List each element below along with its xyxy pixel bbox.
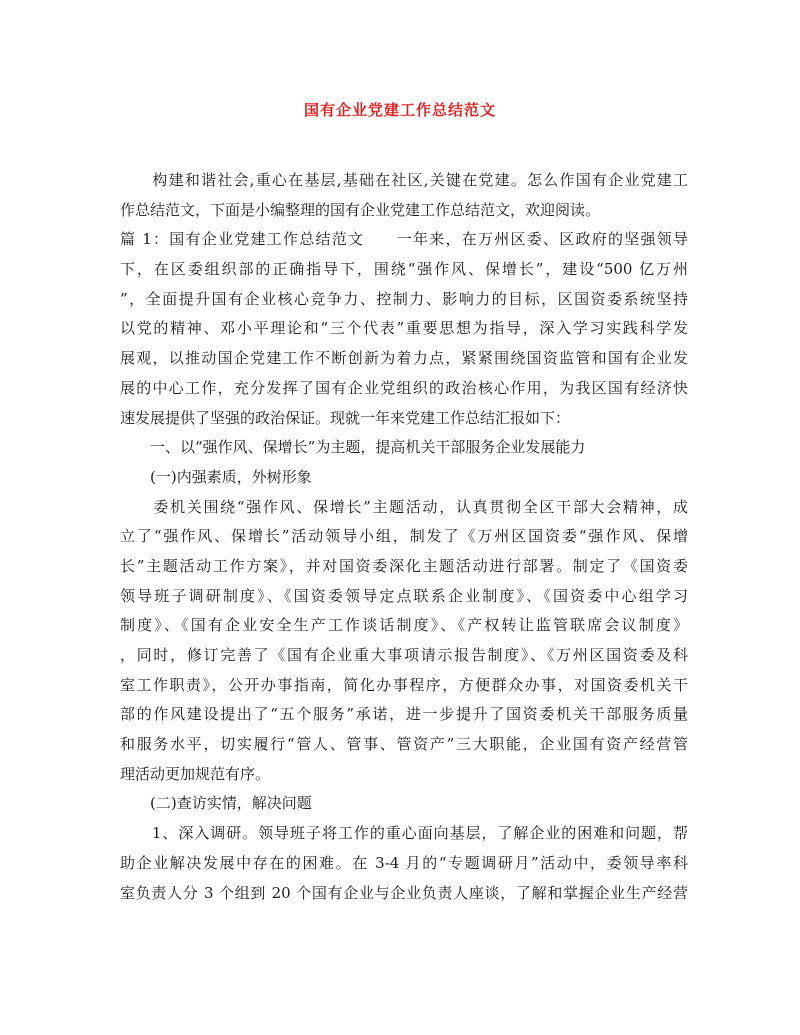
body-line: 理活动更加规范有序。 xyxy=(120,764,271,783)
body-line: 1、深入调研。领导班子将工作的重心面向基层，了解企业的困难和问题，帮 xyxy=(120,824,688,843)
body-line: 以党的精神、邓小平理论和“三个代表”重要思想为指导，深入学习实践科学发 xyxy=(120,319,688,338)
body-line: 室负责人分 3 个组到 20 个国有企业与企业负责人座谈，了解和掌握企业生产经营 xyxy=(120,883,688,902)
body-line: 展观，以推动国企党建工作不断创新为着力点，紧紧围绕国资监管和国有企业发 xyxy=(120,349,688,368)
body-line: 委机关围绕“强作风、保增长”主题活动，认真贯彻全区干部大会精神，成 xyxy=(120,497,688,516)
section-heading: 一、以“强作风、保增长”为主题，提高机关干部服务企业发展能力 xyxy=(120,438,586,457)
body-line: 室工作职责》，公开办事指南，简化办事程序，方便群众办事，对国资委机关干 xyxy=(120,675,688,694)
body-line: 构建和谐社会,重心在基层,基础在社区,关键在党建。怎么作国有企业党建工 xyxy=(120,171,688,189)
subsection-heading: (一)内强素质，外树形象 xyxy=(120,467,312,486)
body-line: 和服务水平，切实履行“管人、管事、管资产”三大职能，企业国有资产经营管 xyxy=(120,735,688,754)
document-body xyxy=(120,166,688,908)
body-line: 速发展提供了坚强的政治保证。现就一年来党建工作总结汇报如下： xyxy=(120,408,571,427)
body-line: 立了“强作风、保增长”活动领导小组，制发了《万州区国资委“强作风、保增 xyxy=(120,527,688,546)
body-line: 部的作风建设提出了“五个服务”承诺，进一步提升了国资委机关干部服务质量 xyxy=(120,705,688,724)
document-title: 国有企业党建工作总结范文 xyxy=(303,101,496,119)
body-line: 作总结范文，下面是小编整理的国有企业党建工作总结范文，欢迎阅读。 xyxy=(120,200,601,219)
body-line: 篇 1：国有企业党建工作总结范文 一年来，在万州区委、区政府的坚强领导 xyxy=(120,230,688,249)
body-line: 长”主题活动工作方案》，并对国资委深化主题活动进行部署。制定了《国资委 xyxy=(120,556,688,575)
body-line: 领导班子调研制度》、《国资委领导定点联系企业制度》、《国资委中心组学习 xyxy=(120,586,688,605)
body-line: 制度》、《国有企业安全生产工作谈话制度》、《产权转让监管联席会议制度》 xyxy=(120,616,688,635)
body-line: ”，全面提升国有企业核心竞争力、控制力、影响力的目标，区国资委系统坚持 xyxy=(120,289,688,308)
body-line: 助企业解决发展中存在的困难。在 3-4 月的“专题调研月”活动中，委领导率科 xyxy=(120,853,688,872)
body-line: 下，在区委组织部的正确指导下，围绕“强作风、保增长”，建设“500 亿万州 xyxy=(120,260,688,279)
body-line: ，同时，修订完善了《国有企业重大事项请示报告制度》、《万州区国资委及科 xyxy=(120,646,688,664)
subsection-heading: (二)查访实情，解决问题 xyxy=(120,794,312,813)
body-line: 展的中心工作，充分发挥了国有企业党组织的政治核心作用，为我区国有经济快 xyxy=(120,378,688,397)
